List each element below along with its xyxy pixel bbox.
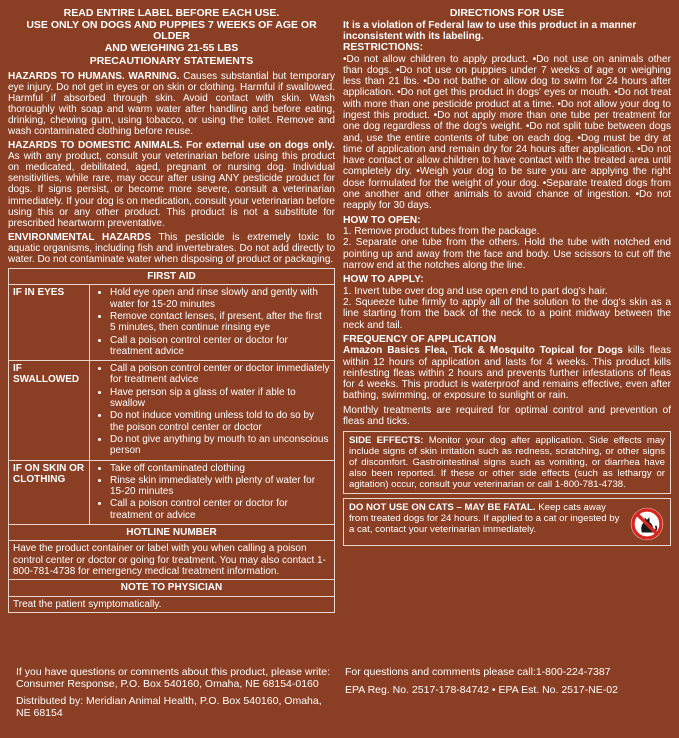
list-item: • Hold eye open and rinse slowly and gently with water for 15-20 minutes: [110, 287, 330, 310]
list-item: • Call a poison control center or doctor immediately for treatment advice: [110, 363, 330, 386]
list-item: • Have person sip a glass of water if able to swallow: [110, 387, 330, 410]
first-aid-row-items: [90, 460, 335, 524]
precautionary-title: PRECAUTIONARY STATEMENTS: [89, 55, 254, 67]
how-to-open-step: 2. Separate one tube from the others. Hold the tube with notched end pointing up and away from the face and body. Use scissors to cut off the narrow end at the notches along the line.: [343, 237, 671, 271]
hazards-domestic-lead: HAZARDS TO DOMESTIC ANIMALS. For external use on dogs only.: [8, 140, 335, 152]
physician-title: NOTE TO PHYSICIAN: [9, 580, 335, 596]
hotline-text: Have the product container or label with you when calling a poison control center or doctor or going for treatment. You may also contact 1-800-781-4738 for emergency medical treatment information.: [9, 541, 335, 580]
header-line-2: USE ONLY ON DOGS AND PUPPIES 7 WEEKS OF AGE OR OLDER: [26, 18, 317, 42]
list-item: • Call a poison control center or doctor for treatment advice: [110, 335, 330, 358]
frequency-body: kills fleas within 12 hours of application and lasts for 4 weeks. This product kills reinfesting fleas within 2 hours and prevents further infestations of fleas for 4 weeks. This product is waterproof and remains effective, even after bathing, swimming, or exposure to sunlight or rain.: [343, 345, 671, 402]
side-effects-lead: SIDE EFFECTS:: [349, 435, 424, 447]
physician-text: Treat the patient symptomatically.: [9, 596, 335, 612]
directions-title: DIRECTIONS FOR USE: [449, 7, 565, 19]
list-item: • Do not induce vomiting unless told to do so by the poison control center or doctor: [110, 410, 330, 433]
side-effects-text: Monitor your dog after application. Side effects may include signs of skin irritation such as redness, scratching, or other signs of discomfort. Gastrointestinal signs such as vomiting, or diarrhea have also been reported. If these or other side effects (such as lethargy or agitation) occur, consult your veterinarian or call 1-800-781-4738.: [349, 435, 665, 491]
list-item: • Rinse skin immediately with plenty of water for 15-20 minutes: [110, 475, 330, 498]
right-column: [343, 8, 671, 546]
first-aid-row-items: [90, 285, 335, 361]
cats-warning-text: Keep cats away from treated dogs for 24 hours. If applied to a cat or ingested by a cat, contact your veterinarian immediately.: [349, 502, 620, 536]
first-aid-row-label: IF ON SKIN OR CLOTHING: [9, 460, 90, 524]
right-footer-epa: EPA Reg. No. 2517-178-84742 • EPA Est. No. 2517-NE-02: [345, 684, 618, 696]
first-aid-row-label: IF SWALLOWED: [9, 361, 90, 460]
hazards-domestic: [8, 140, 335, 229]
no-cats-icon: [630, 507, 664, 541]
hotline-title: HOTLINE NUMBER: [9, 525, 335, 541]
side-effects-box: [343, 431, 671, 494]
hazards-domestic-text: As with any product, consult your veterinarian before using this product on medicated, debilitated, aged, pregnant or nursing dog. Individual sensitivities, while rare, may occur after using ANY pesticide product for dogs. If signs persist, or become more severe, consult a veterinarian immediately. If your dog is on medication, consult your veterinarian before using this or any other product. This product is not a substitute for prescribed heartworm preventative.: [8, 151, 335, 229]
list-item: • Take off contaminated clothing: [110, 463, 330, 474]
how-to-apply-title: HOW TO APPLY:: [343, 274, 424, 286]
monthly-text: Monthly treatments are required for optimal control and prevention of fleas and ticks.: [343, 404, 671, 428]
first-aid-row-label: IF IN EYES: [9, 285, 90, 361]
hazards-humans: [8, 71, 335, 138]
restrictions-text: •Do not allow children to apply product. •Do not use on animals other than dogs. •Do not use on puppies under 7 weeks of age or weighing less than 21 lbs. •Do not bathe or allow dog to swim for 24 hours after application. •Do not get this product in dogs' eyes or mouth. •Do not treat with more than one pesticide product at a time. •Do not allow your dog to ingest this product. •Do not apply more than one tube per treatment for one dog regardless of the dog's weight. •Do not split tube between dogs and, use the entire contents of tube on each dog. •Dog must be dry at time of application and remain dry for 24 hours after application. •Do not have contact or allow children to have contact with the treated area until completely dry. •Weigh your dog to be sure you are applying the right dose formulated for the weight of your dog. •Separate treated dogs from one another and other animals to avoid chance of ingestion. •Do not reapply for 30 days.: [343, 53, 671, 212]
list-item: • Call a poison control center or doctor for treatment or advice: [110, 498, 330, 521]
frequency-title: FREQUENCY OF APPLICATION: [343, 333, 497, 345]
first-aid-row: [9, 460, 335, 524]
cats-warning: [349, 502, 620, 535]
header-line-1: READ ENTIRE LABEL BEFORE EACH USE.: [63, 7, 280, 19]
federal-violation: It is a violation of Federal law to use this product in a manner inconsistent with its labeling.: [343, 19, 637, 42]
frequency-text: [343, 345, 671, 401]
restrictions-title: RESTRICTIONS:: [343, 42, 424, 54]
frequency-lead: Amazon Basics Flea, Tick & Mosquito Topical for Dogs: [343, 345, 623, 357]
list-item: • Do not give anything by mouth to an unconscious person: [110, 434, 330, 457]
first-aid-table: [8, 268, 335, 613]
how-to-open-step: 1. Remove product tubes from the package.: [343, 226, 540, 238]
side-effects: [349, 435, 665, 490]
first-aid-row: [9, 361, 335, 460]
left-footer-questions: If you have questions or comments about this product, please write: Consumer Response, P.O. Box 540160, Omaha, NE 68154-0160: [16, 666, 331, 690]
hazards-humans-text: Causes substantial but temporary eye injury. Do not get in eyes or on skin or clothing. Harmful if swallowed. Harmful if absorbed through skin. Avoid contact with skin. Wash thoroughly with soap and warm water after handling and before eating, drinking, chewing gum, using tobacco, or using the toilet. Remove and wash contaminated clothing before reuse.: [8, 70, 335, 137]
how-to-apply-step: 2. Squeeze tube firmly to apply all of the solution to the dog's skin as a line starting from the back of the neck to a point midway between the neck and tail.: [343, 296, 671, 331]
left-column: [8, 8, 335, 613]
cats-warning-lead: DO NOT USE ON CATS – MAY BE FATAL.: [349, 502, 536, 514]
how-to-open-title: HOW TO OPEN:: [343, 214, 421, 226]
first-aid-row: [9, 285, 335, 361]
first-aid-row-items: [90, 361, 335, 460]
how-to-apply-step: 1. Invert tube over dog and use open end to part dog's hair.: [343, 285, 608, 297]
hazards-humans-lead: HAZARDS TO HUMANS. WARNING.: [8, 70, 180, 82]
hazards-environmental-lead: ENVIRONMENTAL HAZARDS: [8, 231, 151, 243]
list-item: • Remove contact lenses, if present, after the first 5 minutes, then continue rinsing eye: [110, 311, 330, 334]
left-footer-distributed: Distributed by: Meridian Animal Health, P.O. Box 540160, Omaha, NE 68154: [16, 695, 322, 719]
hazards-environmental: [8, 232, 335, 265]
header-line-3: AND WEIGHING 21-55 LBS: [104, 41, 239, 54]
right-footer: [345, 666, 670, 696]
hazards-environmental-text: This pesticide is extremely toxic to aquatic organisms, including fish and invertebrates. Do not add directly to water. Do not contaminate water when disposing of product or packaging.: [8, 231, 335, 265]
cats-warning-box: [343, 498, 671, 546]
left-footer: [16, 666, 336, 719]
right-footer-questions: For questions and comments please call:1-800-224-7387: [345, 666, 611, 678]
first-aid-title: FIRST AID: [9, 269, 335, 285]
